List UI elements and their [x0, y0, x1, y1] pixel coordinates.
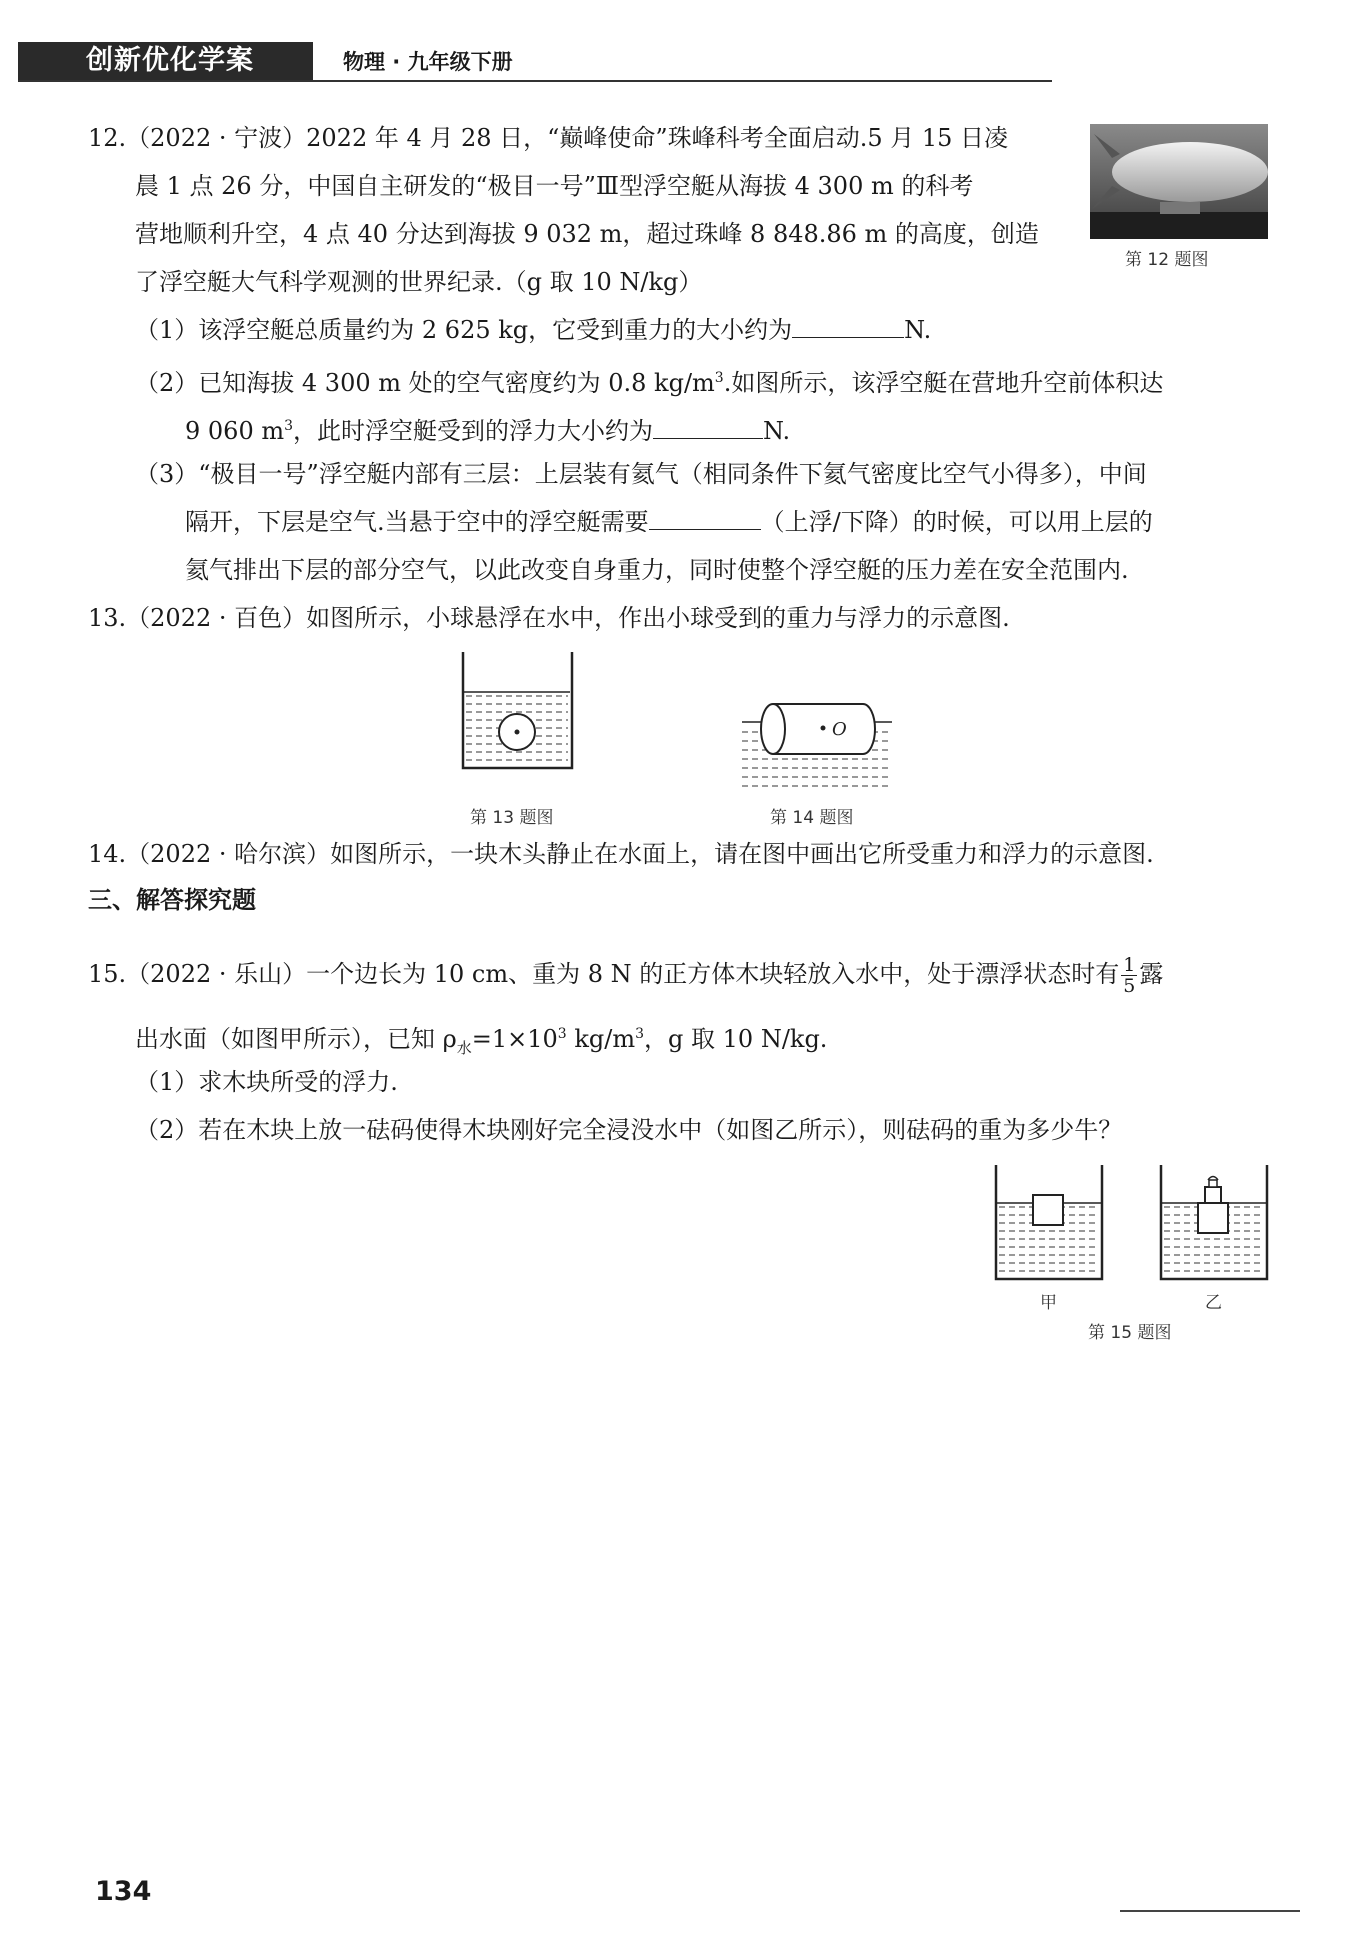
fraction-denominator: 5: [1123, 975, 1136, 997]
q15-line-1: [88, 945, 1163, 1003]
q15-g-value: ，g 取 10 N/kg.: [644, 1025, 828, 1053]
q12-part-2: [135, 354, 1163, 407]
figure-14-log: [740, 700, 895, 795]
q15-line-1-end: 露: [1139, 960, 1164, 988]
q15-part-2: （2）若在木块上放一砝码使得木块刚好完全浸没水中（如图乙所示），则砝码的重为多少牛？: [135, 1116, 1123, 1144]
q15-density-value: =1×10: [471, 1025, 558, 1053]
q12-line-3: 营地顺利升空，4 点 40 分达到海拔 9 032 m，超过珠峰 8 848.86 m 的高度，创造: [135, 220, 1039, 248]
figure-15-jia: [993, 1165, 1105, 1283]
q12-part-2-text-d: ，此时浮空艇受到的浮力大小约为: [293, 417, 654, 445]
q12-part-2-volume-sup: 3: [284, 418, 294, 434]
brand-banner: 创新优化学案: [18, 42, 313, 80]
q12-part-3-end: 氦气排出下层的部分空气，以此改变自身重力，同时使整个浮空艇的压力差在安全范围内.: [185, 556, 1129, 584]
answer-blank-2[interactable]: [653, 410, 763, 439]
q12-part-2-cont: [185, 402, 790, 455]
figure-15-label-jia: 甲: [1040, 1293, 1057, 1313]
q13-caption: 第 13 题图: [470, 808, 554, 828]
q12-part-1-text: （1）该浮空艇总质量约为 2 625 kg，它受到重力的大小约为: [135, 316, 793, 344]
subject-label: 物理 · 九年级下册: [343, 50, 513, 74]
q15-caption: 第 15 题图: [1088, 1323, 1172, 1343]
figure-15-yi: [1158, 1165, 1270, 1283]
q12-line-4: 了浮空艇大气科学观测的世界纪录.（g 取 10 N/kg）: [135, 268, 703, 296]
section-title: 三、解答探究题: [88, 886, 256, 914]
q15-line-1-text: 15.（2022 · 乐山）一个边长为 10 cm、重为 8 N 的正方体木块轻放入水中，处于漂浮状态时有: [88, 960, 1120, 988]
answer-blank-3[interactable]: [649, 501, 761, 530]
footer-divider: [1120, 1910, 1300, 1912]
q12-line-1: 12.（2022 · 宁波）2022 年 4 月 28 日，“巅峰使命”珠峰科考全面启动.5 月 15 日凌: [88, 124, 1009, 152]
q12-part-2-sup: 3: [714, 370, 724, 386]
figure-14-point-label: O: [832, 719, 847, 740]
q12-part-2-text-b: .如图所示，该浮空艇在营地升空前体积达: [723, 369, 1164, 397]
q12-part-2-volume: 9 060 m: [185, 417, 285, 445]
q13-text: 13.（2022 · 百色）如图所示，小球悬浮在水中，作出小球受到的重力与浮力的示意图.: [88, 604, 1010, 632]
page-header: [18, 42, 1052, 84]
header-divider: [18, 80, 1052, 82]
q12-part-2-text: （2）已知海拔 4 300 m 处的空气密度约为 0.8 kg/m: [135, 369, 715, 397]
q15-density-unit: kg/m: [566, 1025, 636, 1053]
q12-part-3-text-c: （上浮/下降）的时候，可以用上层的: [760, 508, 1153, 536]
q14-caption: 第 14 题图: [770, 808, 854, 828]
q12-part-1: [135, 306, 931, 354]
q15-density-exp: 3: [557, 1026, 567, 1042]
q12-part-3: （3）“极目一号”浮空艇内部有三层：上层装有氦气（相同条件下氦气密度比空气小得多），中间: [135, 460, 1147, 488]
q12-part-2-unit: N.: [763, 417, 791, 445]
figure-15-label-yi: 乙: [1205, 1293, 1222, 1313]
q15-density-unit-exp: 3: [635, 1026, 645, 1042]
fraction-one-fifth: [1121, 955, 1137, 996]
q12-part-3-cont: [185, 498, 1153, 546]
rho-subscript: 水: [456, 1038, 472, 1057]
page-number: 134: [95, 1876, 152, 1907]
figure-13-beaker: [460, 652, 575, 772]
q12-part-1-unit: N.: [904, 316, 932, 344]
q15-part-1: （1）求木块所受的浮力.: [135, 1068, 398, 1096]
q14-text: 14.（2022 · 哈尔滨）如图所示，一块木头静止在水面上，请在图中画出它所受重力和浮力的示意图.: [88, 840, 1154, 868]
q12-caption: 第 12 题图: [1125, 250, 1209, 270]
airship-photo: [1090, 124, 1268, 239]
q12-line-2: 晨 1 点 26 分，中国自主研发的“极目一号”Ⅲ型浮空艇从海拔 4 300 m 的科考: [135, 172, 974, 200]
q12-part-3-text-b: 隔开，下层是空气.当悬于空中的浮空艇需要: [185, 508, 649, 536]
answer-blank-1[interactable]: [792, 309, 904, 338]
q15-line-2-text: 出水面（如图甲所示），已知 ρ: [135, 1025, 457, 1053]
fraction-numerator: 1: [1123, 954, 1136, 976]
